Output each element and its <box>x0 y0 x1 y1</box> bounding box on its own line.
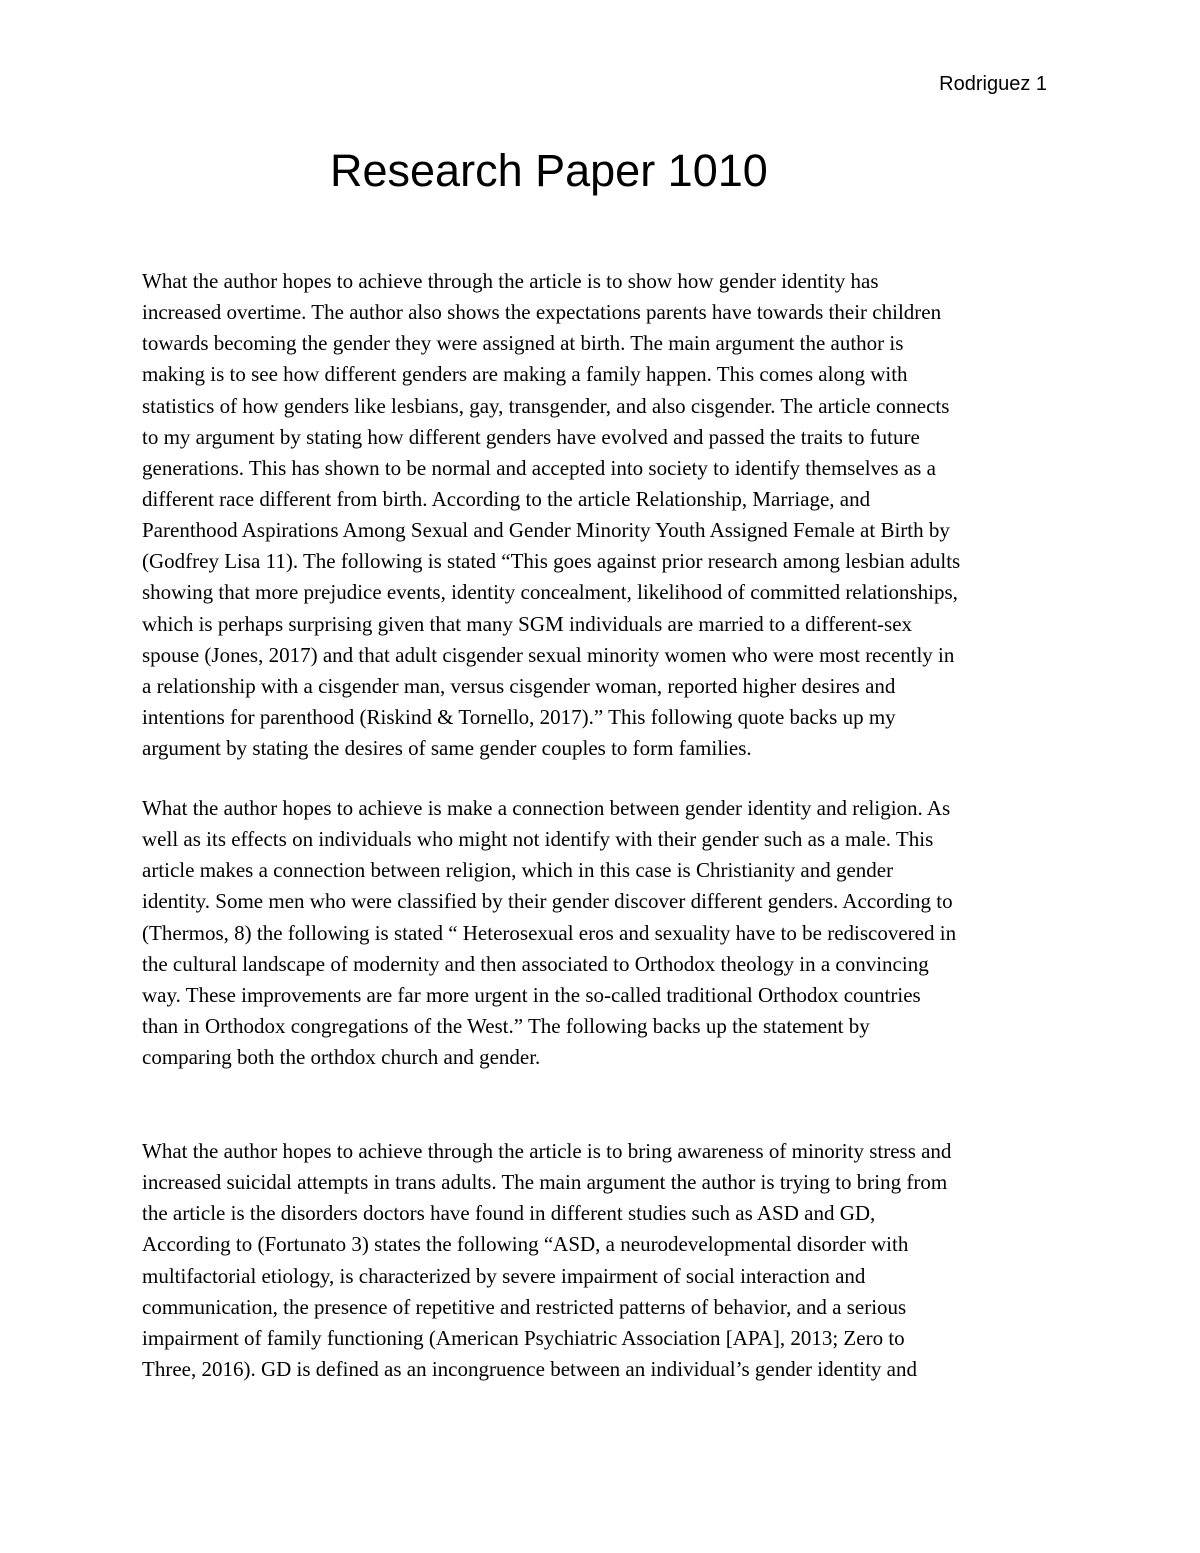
text-line: the article is the disorders doctors have found in different studies such as ASD and GD, <box>142 1201 876 1226</box>
text-line: intentions for parenthood (Riskind & Tornello, 2017).” This following quote backs up my <box>142 704 896 729</box>
paragraph-2 <box>142 793 1062 1073</box>
text-line: identity. Some men who were classified by their gender discover different genders. According to <box>142 889 953 914</box>
text-line: What the author hopes to achieve through the article is to bring awareness of minority stress and <box>142 1139 952 1163</box>
text-line: Parenthood Aspirations Among Sexual and Gender Minority Youth Assigned Female at Birth by <box>142 518 950 543</box>
document-title: Research Paper 1010 <box>330 145 768 196</box>
paragraph-3 <box>142 1136 1062 1385</box>
text-line: showing that more prejudice events, identity concealment, likelihood of committed relationships, <box>142 580 958 605</box>
text-line: statistics of how genders like lesbians, gay, transgender, and also cisgender. The article connects <box>142 393 950 418</box>
text-line: increased overtime. The author also shows the expectations parents have towards their children <box>142 300 942 325</box>
text-line: well as its effects on individuals who might not identify with their gender such as a male. This <box>142 827 934 852</box>
running-head: Rodriguez 1 <box>939 73 1047 95</box>
text-line: spouse (Jones, 2017) and that adult cisgender sexual minority women who were most recently in <box>142 642 955 667</box>
text-line: increased suicidal attempts in trans adults. The main argument the author is trying to bring from <box>142 1170 948 1195</box>
text-line: What the author hopes to achieve through the article is to show how gender identity has <box>142 269 879 293</box>
text-line: (Thermos, 8) the following is stated “ Heterosexual eros and sexuality have to be rediscovered in <box>142 920 957 945</box>
text-line: communication, the presence of repetitive and restricted patterns of behavior, and a serious <box>142 1294 907 1319</box>
text-line: What the author hopes to achieve is make a connection between gender identity and religion. As <box>142 796 951 820</box>
text-line: (Godfrey Lisa 11). The following is stated “This goes against prior research among lesbian adults <box>142 549 961 574</box>
text-line: the cultural landscape of modernity and then associated to Orthodox theology in a convincing <box>142 951 929 976</box>
text-line: Three, 2016). GD is defined as an incongruence between an individual’s gender identity and <box>142 1356 918 1381</box>
text-line: to my argument by stating how different genders have evolved and passed the traits to future <box>142 424 920 449</box>
text-line: article makes a connection between religion, which in this case is Christianity and gender <box>142 858 894 883</box>
text-line: multifactorial etiology, is characterized by severe impairment of social interaction and <box>142 1263 866 1288</box>
text-line: comparing both the orthdox church and gender. <box>142 1045 541 1070</box>
text-line: towards becoming the gender they were assigned at birth. The main argument the author is <box>142 331 904 356</box>
text-line: generations. This has shown to be normal and accepted into society to identify themselves as a <box>142 455 936 480</box>
text-line: According to (Fortunato 3) states the following “ASD, a neurodevelopmental disorder with <box>142 1232 909 1257</box>
text-line: than in Orthodox congregations of the West.” The following backs up the statement by <box>142 1013 870 1038</box>
text-line: different race different from birth. According to the article Relationship, Marriage, and <box>142 486 871 511</box>
text-line: argument by stating the desires of same gender couples to form families. <box>142 736 752 761</box>
text-line: a relationship with a cisgender man, versus cisgender woman, reported higher desires and <box>142 673 896 698</box>
text-line: making is to see how different genders are making a family happen. This comes along with <box>142 362 908 387</box>
paragraph-1 <box>142 266 1062 764</box>
text-line: way. These improvements are far more urgent in the so-called traditional Orthodox countries <box>142 982 921 1007</box>
text-line: impairment of family functioning (American Psychiatric Association [APA], 2013; Zero to <box>142 1325 905 1350</box>
text-line: which is perhaps surprising given that many SGM individuals are married to a different-sex <box>142 611 913 636</box>
